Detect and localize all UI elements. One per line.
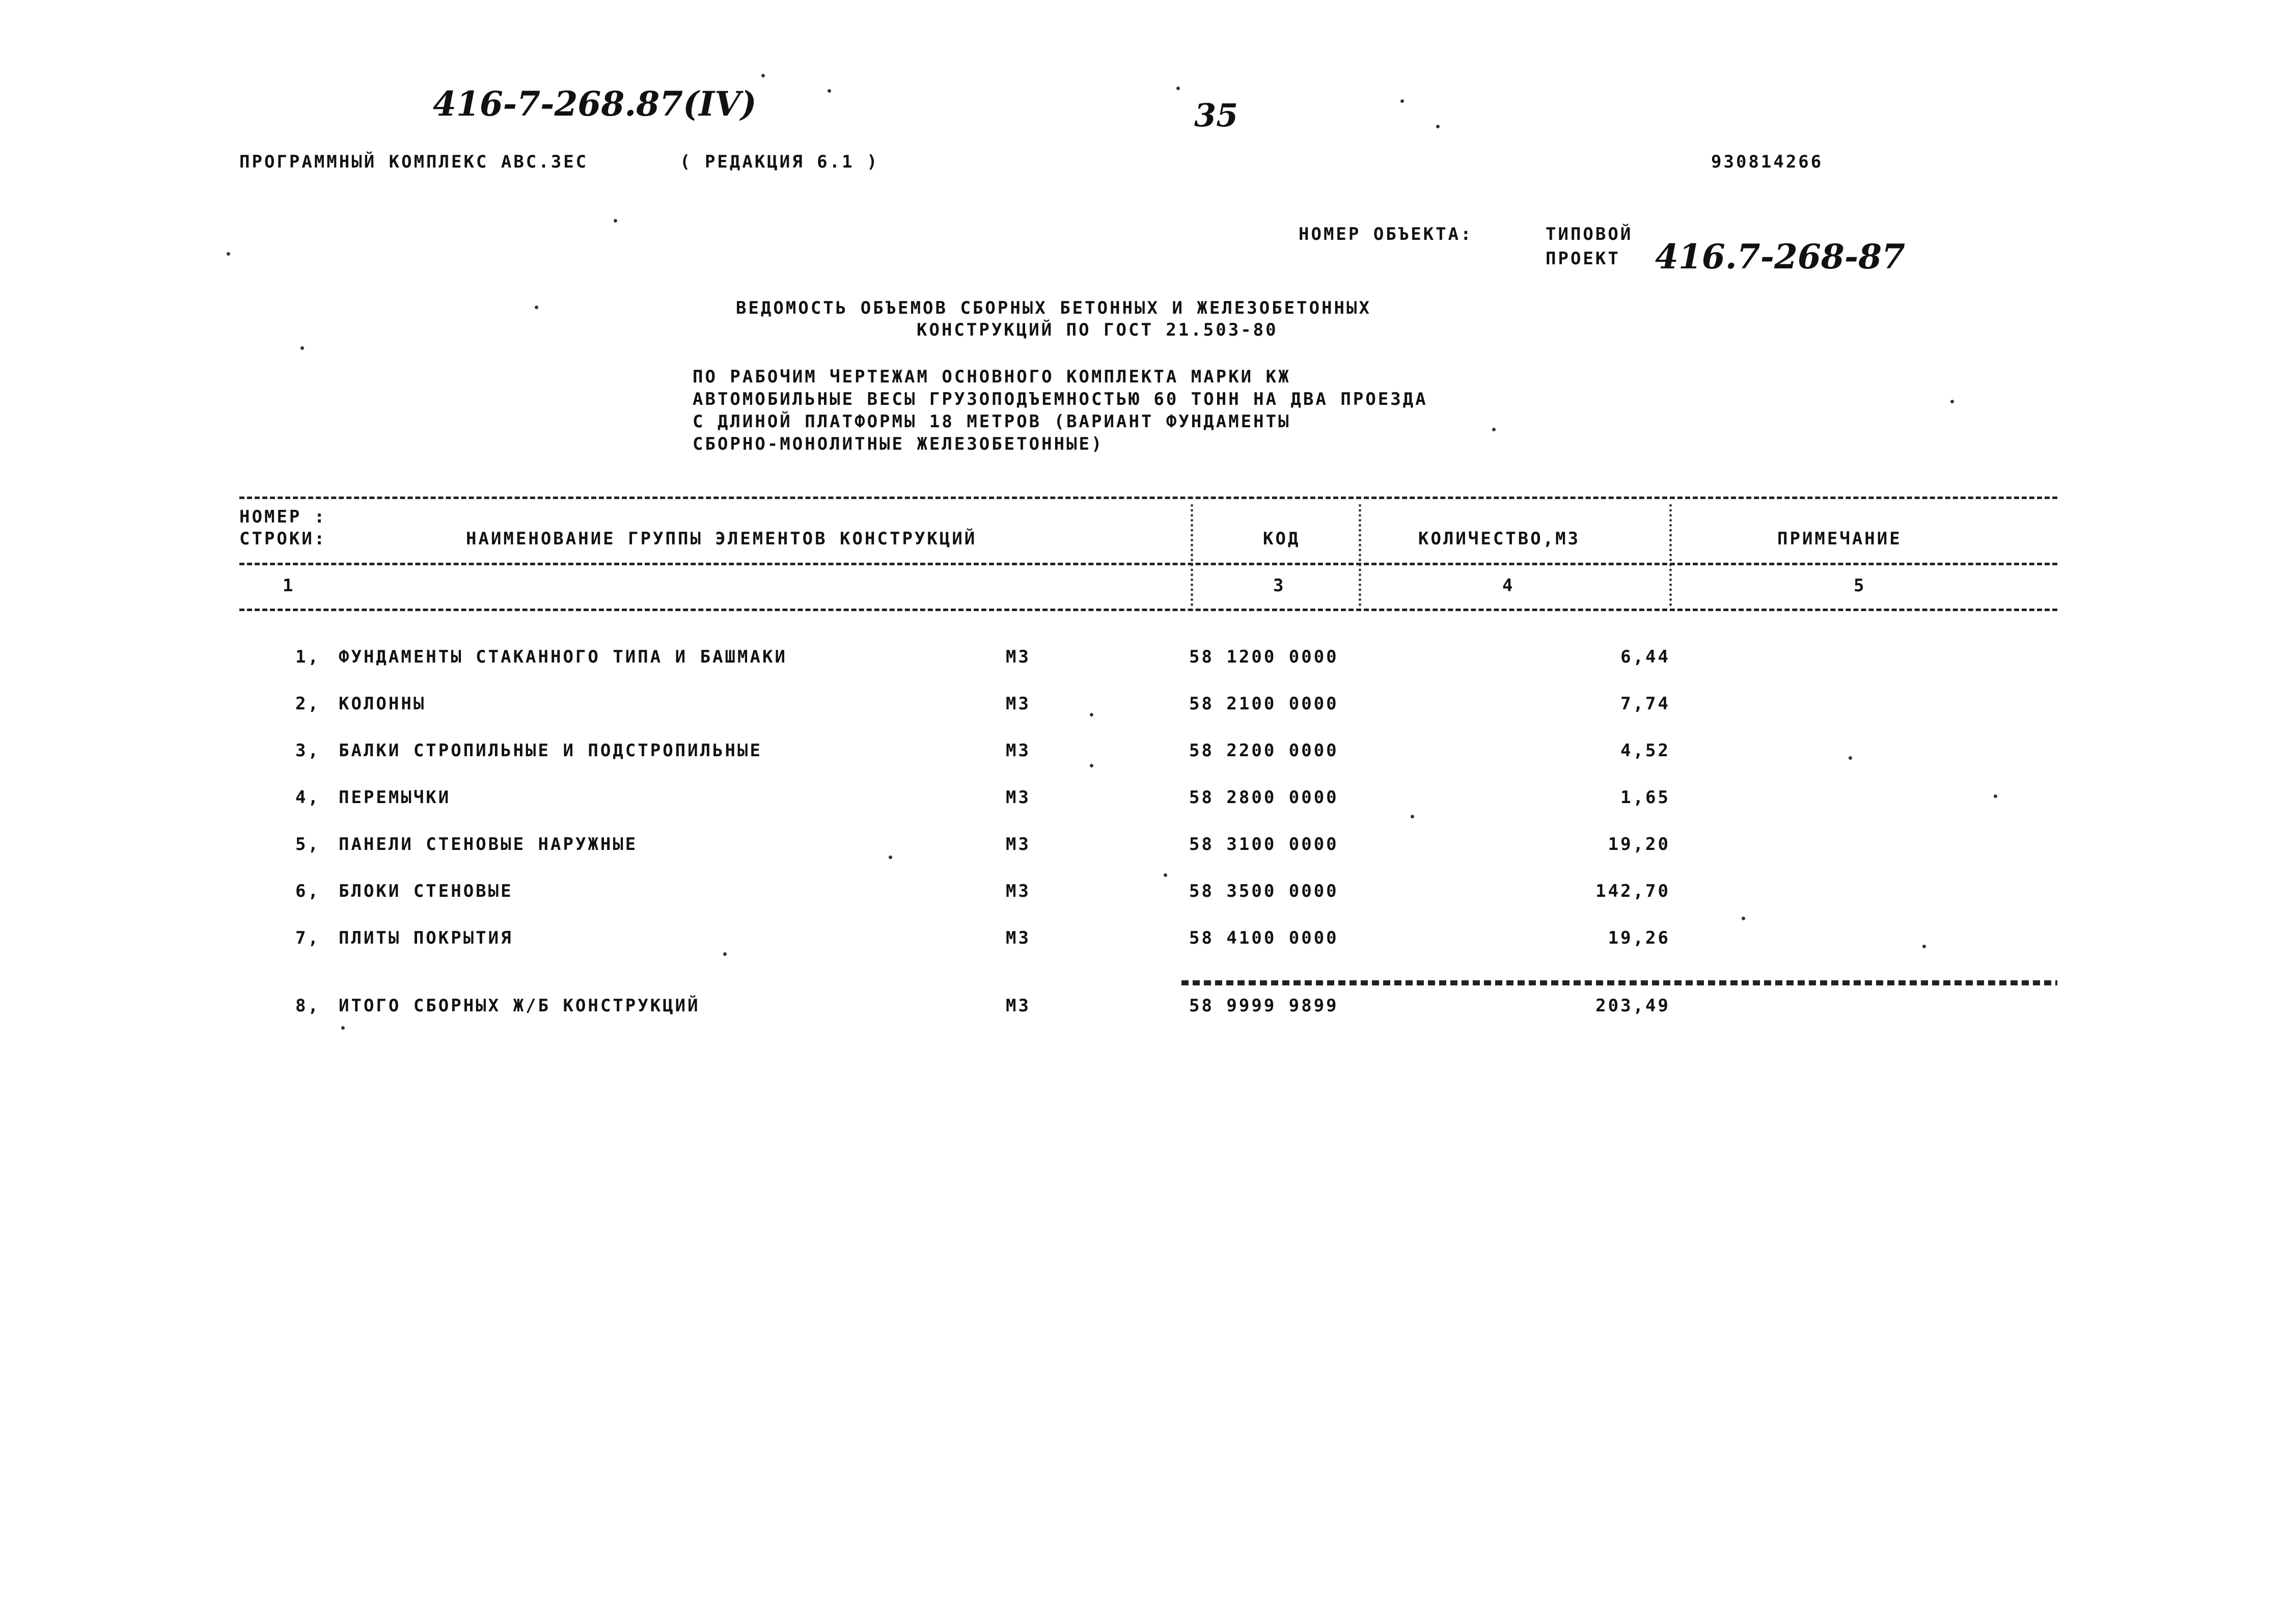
scan-speck <box>1164 873 1167 877</box>
scan-speck <box>535 306 538 309</box>
row-number: 6, <box>295 881 320 901</box>
type-project-label-1: ТИПОВОЙ <box>1546 224 1633 244</box>
total-quantity: 203,49 <box>1595 996 1670 1016</box>
row-number: 5, <box>295 834 320 855</box>
row-quantity: 4,52 <box>1620 740 1670 761</box>
col-number-1: 1 <box>283 575 295 596</box>
description-line-1: ПО РАБОЧИМ ЧЕРТЕЖАМ ОСНОВНОГО КОМПЛЕКТА МАРКИ КЖ <box>693 367 1291 387</box>
col-number-5: 5 <box>1854 575 1866 596</box>
description-line-2: АВТОМОБИЛЬНЫЕ ВЕСЫ ГРУЗОПОДЪЕМНОСТЬЮ 60 ТОНН НА ДВА ПРОЕЗДА <box>693 389 1428 409</box>
col-number-bottom-rule <box>239 609 2057 611</box>
row-unit: М3 <box>1006 787 1031 808</box>
document-title-line-2: КОНСТРУКЦИЙ ПО ГОСТ 21.503-80 <box>917 320 1278 340</box>
scan-speck <box>1994 794 1997 798</box>
scan-speck <box>1090 713 1093 717</box>
row-quantity: 6,44 <box>1620 647 1670 667</box>
row-name: ФУНДАМЕНТЫ СТАКАННОГО ТИПА И БАШМАКИ <box>339 647 787 667</box>
scan-speck <box>1090 764 1093 767</box>
total-separator <box>1181 980 2057 985</box>
col-divider-note <box>1669 504 1672 606</box>
col-divider-qty <box>1359 504 1361 606</box>
header-code: КОД <box>1263 529 1301 549</box>
scan-speck <box>828 89 831 93</box>
row-number: 4, <box>295 787 320 808</box>
row-code: 58 3100 0000 <box>1189 834 1339 855</box>
object-number-label: НОМЕР ОБЪЕКТА: <box>1299 224 1473 244</box>
handwritten-doc-code: 416-7-268.87(IV) <box>433 84 757 124</box>
row-number: 3, <box>295 740 320 761</box>
header-bottom-rule <box>239 563 2057 565</box>
row-quantity: 19,26 <box>1608 928 1670 948</box>
table-top-rule <box>239 497 2057 499</box>
row-name: ПЛИТЫ ПОКРЫТИЯ <box>339 928 513 948</box>
scan-speck <box>1400 99 1404 103</box>
scan-speck <box>614 219 617 223</box>
row-code: 58 2800 0000 <box>1189 787 1339 808</box>
scan-speck <box>1950 400 1954 403</box>
row-unit: М3 <box>1006 647 1031 667</box>
scan-speck <box>1849 756 1852 760</box>
col-number-3: 3 <box>1273 575 1286 596</box>
row-unit: М3 <box>1006 740 1031 761</box>
handwritten-page-number: 35 <box>1194 97 1238 134</box>
row-number: 1, <box>295 647 320 667</box>
header-quantity: КОЛИЧЕСТВО,М3 <box>1418 529 1581 549</box>
header-note: ПРИМЕЧАНИЕ <box>1777 529 1902 549</box>
row-unit: М3 <box>1006 834 1031 855</box>
edition-label: ( РЕДАКЦИЯ 6.1 ) <box>680 152 879 172</box>
row-name: ПЕРЕМЫЧКИ <box>339 787 451 808</box>
scan-speck <box>1436 125 1440 128</box>
row-name: КОЛОННЫ <box>339 694 426 714</box>
total-code: 58 9999 9899 <box>1189 996 1339 1016</box>
row-unit: М3 <box>1006 694 1031 714</box>
total-name: ИТОГО СБОРНЫХ Ж/Б КОНСТРУКЦИЙ <box>339 996 700 1016</box>
header-name: НАИМЕНОВАНИЕ ГРУППЫ ЭЛЕМЕНТОВ КОНСТРУКЦИЙ <box>466 529 977 549</box>
row-name: БЛОКИ СТЕНОВЫЕ <box>339 881 513 901</box>
total-unit: М3 <box>1006 996 1031 1016</box>
description-line-3: С ДЛИНОЙ ПЛАТФОРМЫ 18 МЕТРОВ (ВАРИАНТ ФУНДАМЕНТЫ <box>693 411 1291 432</box>
row-code: 58 4100 0000 <box>1189 928 1339 948</box>
scan-speck <box>1742 917 1745 920</box>
row-quantity: 1,65 <box>1620 787 1670 808</box>
col-number-4: 4 <box>1502 575 1515 596</box>
row-code: 58 2100 0000 <box>1189 694 1339 714</box>
description-line-4: СБОРНО-МОНОЛИТНЫЕ ЖЕЛЕЗОБЕТОННЫЕ) <box>693 434 1104 454</box>
scan-speck <box>1411 815 1414 818</box>
scan-speck <box>889 856 892 859</box>
row-code: 58 3500 0000 <box>1189 881 1339 901</box>
scan-speck <box>300 346 304 350</box>
scan-speck <box>761 74 765 77</box>
row-unit: М3 <box>1006 881 1031 901</box>
row-quantity: 19,20 <box>1608 834 1670 855</box>
row-number: 2, <box>295 694 320 714</box>
scan-speck <box>1922 945 1926 948</box>
serial-number: 930814266 <box>1711 152 1824 172</box>
scan-speck <box>227 252 230 256</box>
program-title: ПРОГРАММНЫЙ КОМПЛЕКС АВС.3ЕС <box>239 152 589 172</box>
header-row-number-1: НОМЕР : <box>239 507 327 527</box>
scan-speck <box>1176 87 1180 90</box>
row-code: 58 2200 0000 <box>1189 740 1339 761</box>
col-divider-code <box>1191 504 1193 606</box>
scan-speck <box>341 1026 345 1030</box>
row-code: 58 1200 0000 <box>1189 647 1339 667</box>
handwritten-project-code: 416.7-268-87 <box>1655 237 1906 277</box>
document-title-line-1: ВЕДОМОСТЬ ОБЪЕМОВ СБОРНЫХ БЕТОННЫХ И ЖЕЛЕЗОБЕТОННЫХ <box>736 298 1371 318</box>
header-row-number-2: СТРОКИ: <box>239 529 327 549</box>
row-quantity: 7,74 <box>1620 694 1670 714</box>
row-unit: М3 <box>1006 928 1031 948</box>
row-name: ПАНЕЛИ СТЕНОВЫЕ НАРУЖНЫЕ <box>339 834 638 855</box>
total-number: 8, <box>295 996 320 1016</box>
row-number: 7, <box>295 928 320 948</box>
scan-speck <box>1492 428 1496 431</box>
scan-speck <box>723 952 727 956</box>
row-name: БАЛКИ СТРОПИЛЬНЫЕ И ПОДСТРОПИЛЬНЫЕ <box>339 740 762 761</box>
type-project-label-2: ПРОЕКТ <box>1546 249 1620 269</box>
row-quantity: 142,70 <box>1595 881 1670 901</box>
